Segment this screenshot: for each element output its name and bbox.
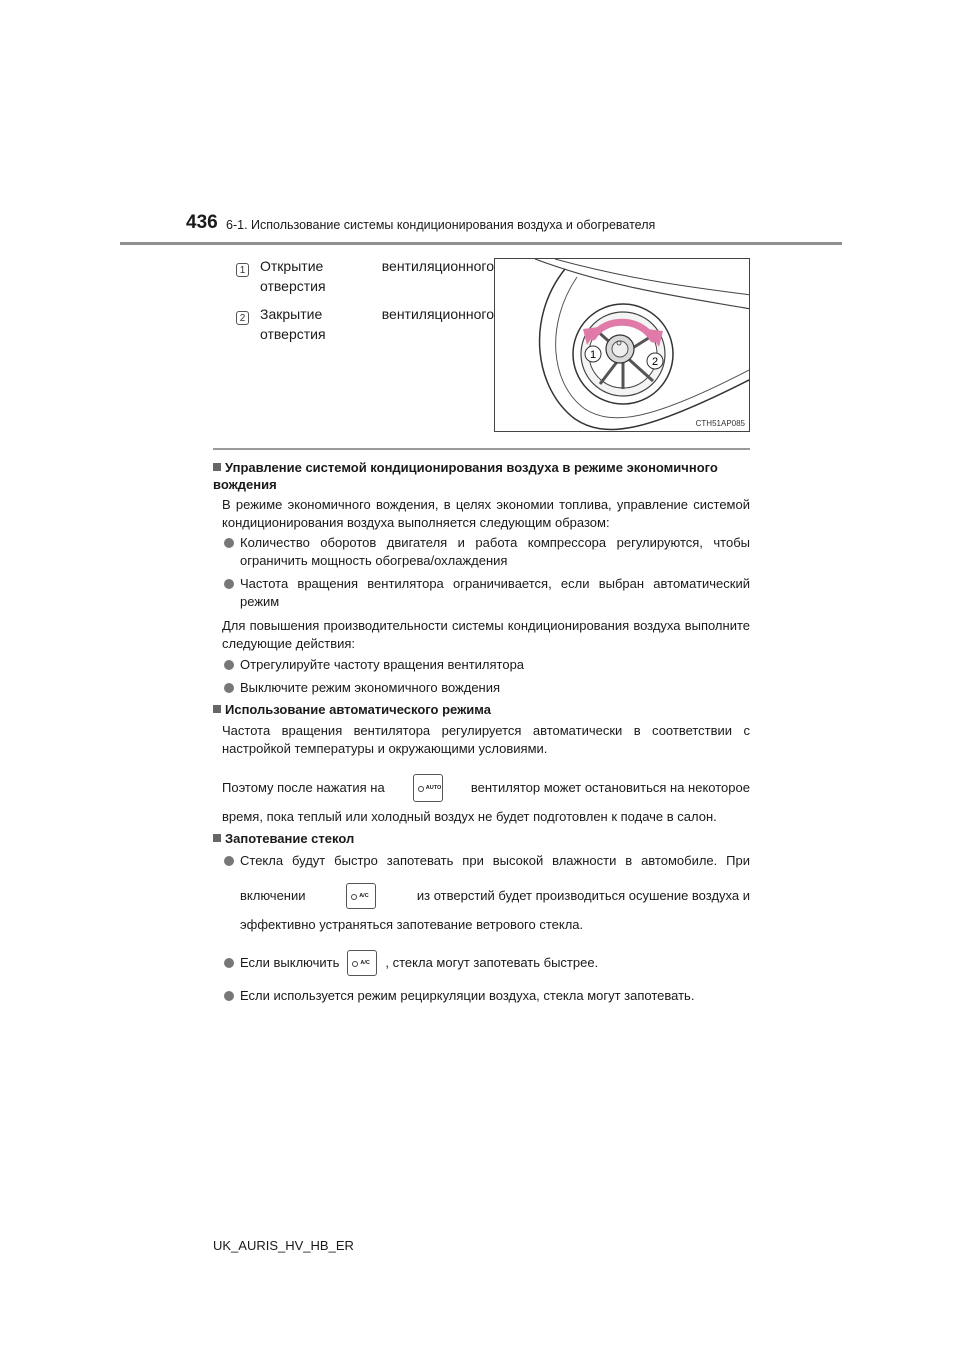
heading-text: Запотевание стекол [225, 831, 355, 846]
page-number: 436 [186, 212, 218, 233]
auto-button-label: AUTO [425, 785, 442, 791]
bullet-icon [224, 958, 234, 968]
ac-button-label: A/C [360, 960, 370, 966]
heading-fogging [213, 830, 753, 847]
document-code: UK_AURIS_HV_HB_ER [213, 1238, 354, 1253]
auto-text-end: время, пока теплый или холодный воздух не будет подготовлен к подаче в салон. [222, 809, 717, 824]
legend-item-open [236, 258, 494, 294]
list-item-text: Отрегулируйте частоту вращения вентилятора [240, 657, 525, 672]
legend-text-line1: Закрытие вентиляционного [260, 306, 494, 322]
list-item-text: Выключите режим экономичного вождения [240, 680, 501, 695]
legend-text-line1: Открытие вентиляционного [260, 258, 494, 274]
fog-text-line [240, 948, 598, 978]
list-item-text: Частота вращения вентилятора ограничивается, если выбран автоматический режим [240, 576, 750, 609]
list-item [224, 679, 750, 697]
bullet-icon [224, 579, 234, 589]
callout-1: 1 [589, 349, 597, 361]
ac-button-label: A/C [359, 893, 369, 899]
bullet-icon [224, 660, 234, 670]
figure-code: CTH51AP085 [695, 419, 745, 428]
list-item-text: Стекла будут быстро запотевать при высокой влажности в автомобиле. При [240, 853, 750, 868]
fog-text-line [240, 881, 750, 911]
section-divider [213, 448, 750, 450]
auto-text-line [222, 773, 750, 803]
legend-text-line2: отверстия [260, 278, 326, 294]
callout-2: 2 [651, 356, 659, 368]
list-item-text: Количество оборотов двигателя и работа компрессора регулируются, чтобы ограничить мощность обогрева/охлаждения [240, 535, 750, 568]
list-item [224, 948, 750, 978]
vent-drawing [495, 259, 750, 432]
auto-button-icon [413, 774, 443, 802]
legend-number-1: 1 [236, 263, 249, 277]
fog-text-after: , стекла могут запотевать быстрее. [385, 955, 599, 970]
fog-text-before: включении [240, 888, 306, 903]
vent-illustration [494, 258, 750, 432]
fog-text-after: из отверстий будет производиться осушение воздуха и [416, 888, 750, 903]
heading-eco-mode [213, 459, 753, 493]
square-bullet-icon [213, 463, 221, 471]
auto-text-before: Поэтому после нажатия на [222, 780, 385, 795]
ac-button-icon [346, 883, 376, 909]
indicator-icon [418, 786, 424, 792]
list-item [224, 656, 750, 674]
fog-text-end: эффективно устраняться запотевание ветрового стекла. [240, 917, 584, 932]
legend-number-2: 2 [236, 311, 249, 325]
bullet-icon [224, 538, 234, 548]
list-item [224, 987, 750, 1005]
square-bullet-icon [213, 834, 221, 842]
bullet-icon [224, 991, 234, 1001]
section-title: 6-1. Использование системы кондиционирования воздуха и обогревателя [226, 218, 656, 232]
eco-intro: В режиме экономичного вождения, в целях экономии топлива, управление системой кондиционирования воздуха выполняется следующим образом: [222, 497, 750, 530]
header-divider [120, 242, 842, 245]
heading-text: Использование автоматического режима [225, 702, 491, 717]
auto-text-after: вентилятор может остановиться на некоторое [470, 780, 750, 795]
indicator-icon [351, 894, 357, 900]
legend-item-close [236, 306, 494, 342]
list-item [224, 534, 750, 570]
indicator-icon [352, 961, 358, 967]
auto-text: Частота вращения вентилятора регулируется автоматически в соответствии с настройкой температуры и окружающими условиями. [222, 723, 750, 756]
list-item [224, 575, 750, 611]
eco-improve: Для повышения производительности системы кондиционирования воздуха выполните следующие действия: [222, 618, 750, 651]
ac-button-icon [347, 950, 377, 976]
list-item-text: Если используется режим рециркуляции воздуха, стекла могут запотевать. [240, 988, 695, 1003]
fog-text-before: Если выключить [240, 955, 340, 970]
legend-text-line2: отверстия [260, 326, 326, 342]
bullet-icon [224, 683, 234, 693]
heading-auto-mode [213, 701, 753, 718]
bullet-icon [224, 856, 234, 866]
list-item [224, 852, 750, 942]
square-bullet-icon [213, 705, 221, 713]
heading-text: Управление системой кондиционирования воздуха в режиме экономичного вождения [213, 460, 718, 492]
